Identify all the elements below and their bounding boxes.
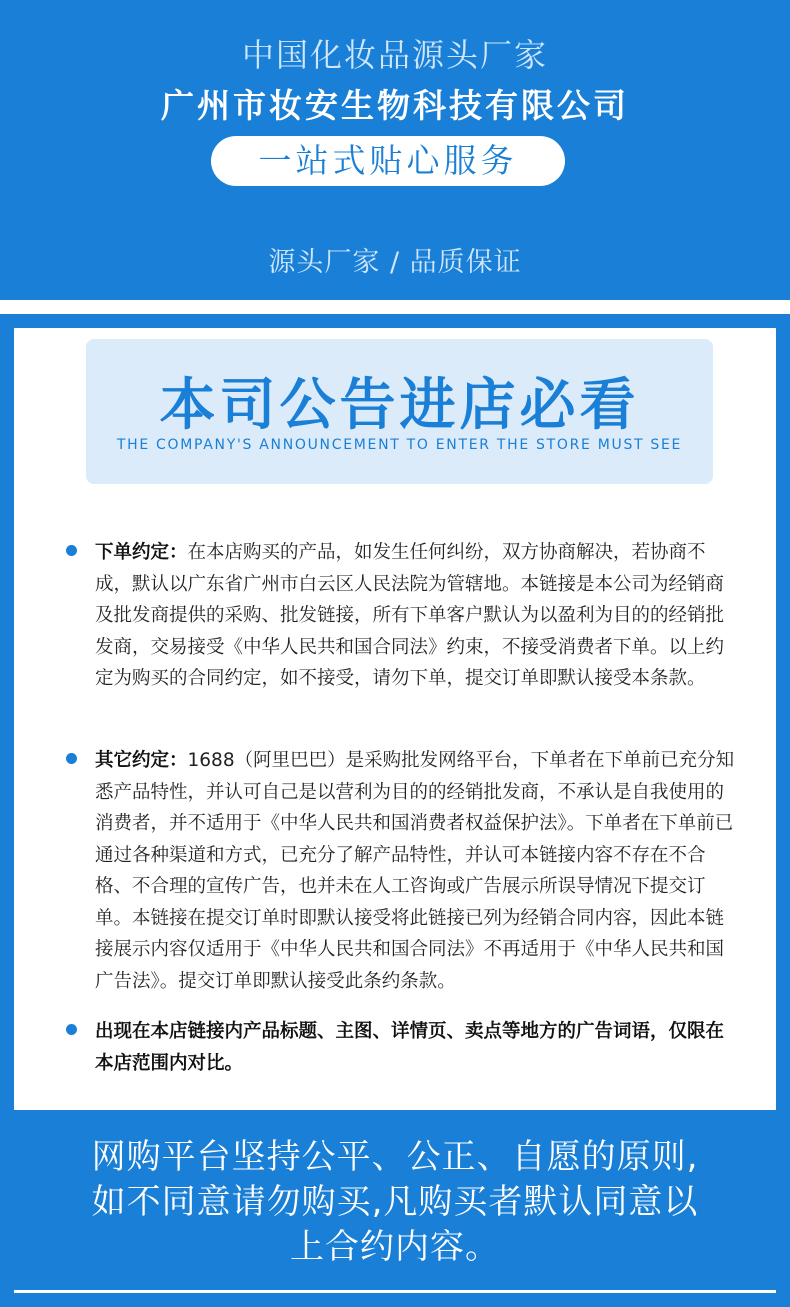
notice-body: 出现在本店链接内产品标题、主图、详情页、卖点等地方的广告词语，仅限在本店范围内对比。 [95, 1021, 725, 1074]
footer-banner [14, 1110, 776, 1290]
bullet-icon [66, 753, 77, 764]
bullet-icon [66, 1024, 77, 1035]
notice-ad-terms [66, 1016, 746, 1079]
header-tagline: 源头厂家 / 品质保证 [268, 247, 522, 278]
footer-line-3: 上合约内容。 [290, 1227, 500, 1267]
footer-line-1: 网购平台坚持公平、公正、自愿的原则, [91, 1137, 699, 1177]
header-subtitle: 中国化妆品源头厂家 [241, 36, 548, 74]
bullet-icon [66, 545, 77, 556]
footer-line-2: 如不同意请勿购买,凡购买者默认同意以 [91, 1182, 699, 1222]
notice-other-terms [66, 745, 746, 997]
announcement-title-box [86, 339, 713, 484]
notice-text [95, 537, 737, 695]
notice-body: 1688（阿里巴巴）是采购批发网络平台，下单者在下单前已充分知悉产品特性，并认可自己是以营利为目的的经销批发商，不承认是自我使用的消费者，并不适用于《中华人民共和国消费者权益保护法》。下单者在下单前已通过各种渠道和方式，已充分了解产品特性，并认可本链接内容不存在不合格、不合理的宣传广告，也并未在人工咨询或广告展示所误导情况下提交订单。本链接在提交订单时即默认接受将此链接已列为经销合同内容，因此本链接展示内容仅适用于《中华人民共和国合同法》不再适用于《中华人民共和国广告法》。提交订单即默认接受此条约条款。 [95, 750, 735, 992]
notice-body: 在本店购买的产品，如发生任何纠纷，双方协商解决，若协商不成，默认以广东省广州市白云区人民法院为管辖地。本链接是本公司为经销商及批发商提供的采购、批发链接，所有下单客户默认为以盈利为目的的经销批发商，交易接受《中华人民共和国合同法》约束，不接受消费者下单。以上约定为购买的合同约定，如不接受，请勿下单，提交订单即默认接受本条款。 [95, 542, 725, 689]
company-name: 广州市妆安生物科技有限公司 [161, 86, 629, 125]
announcement-title-en: THE COMPANY'S ANNOUNCEMENT TO ENTER THE STORE MUST SEE [116, 437, 683, 453]
notice-order-terms [66, 537, 746, 695]
announcement-title: 本司公告进店必看 [159, 373, 640, 438]
service-pill: 一站式贴心服务 [211, 136, 565, 186]
notice-text [95, 745, 737, 997]
notice-label: 下单约定： [95, 542, 188, 563]
header-banner [0, 0, 790, 300]
notice-label: 其它约定： [95, 750, 188, 771]
